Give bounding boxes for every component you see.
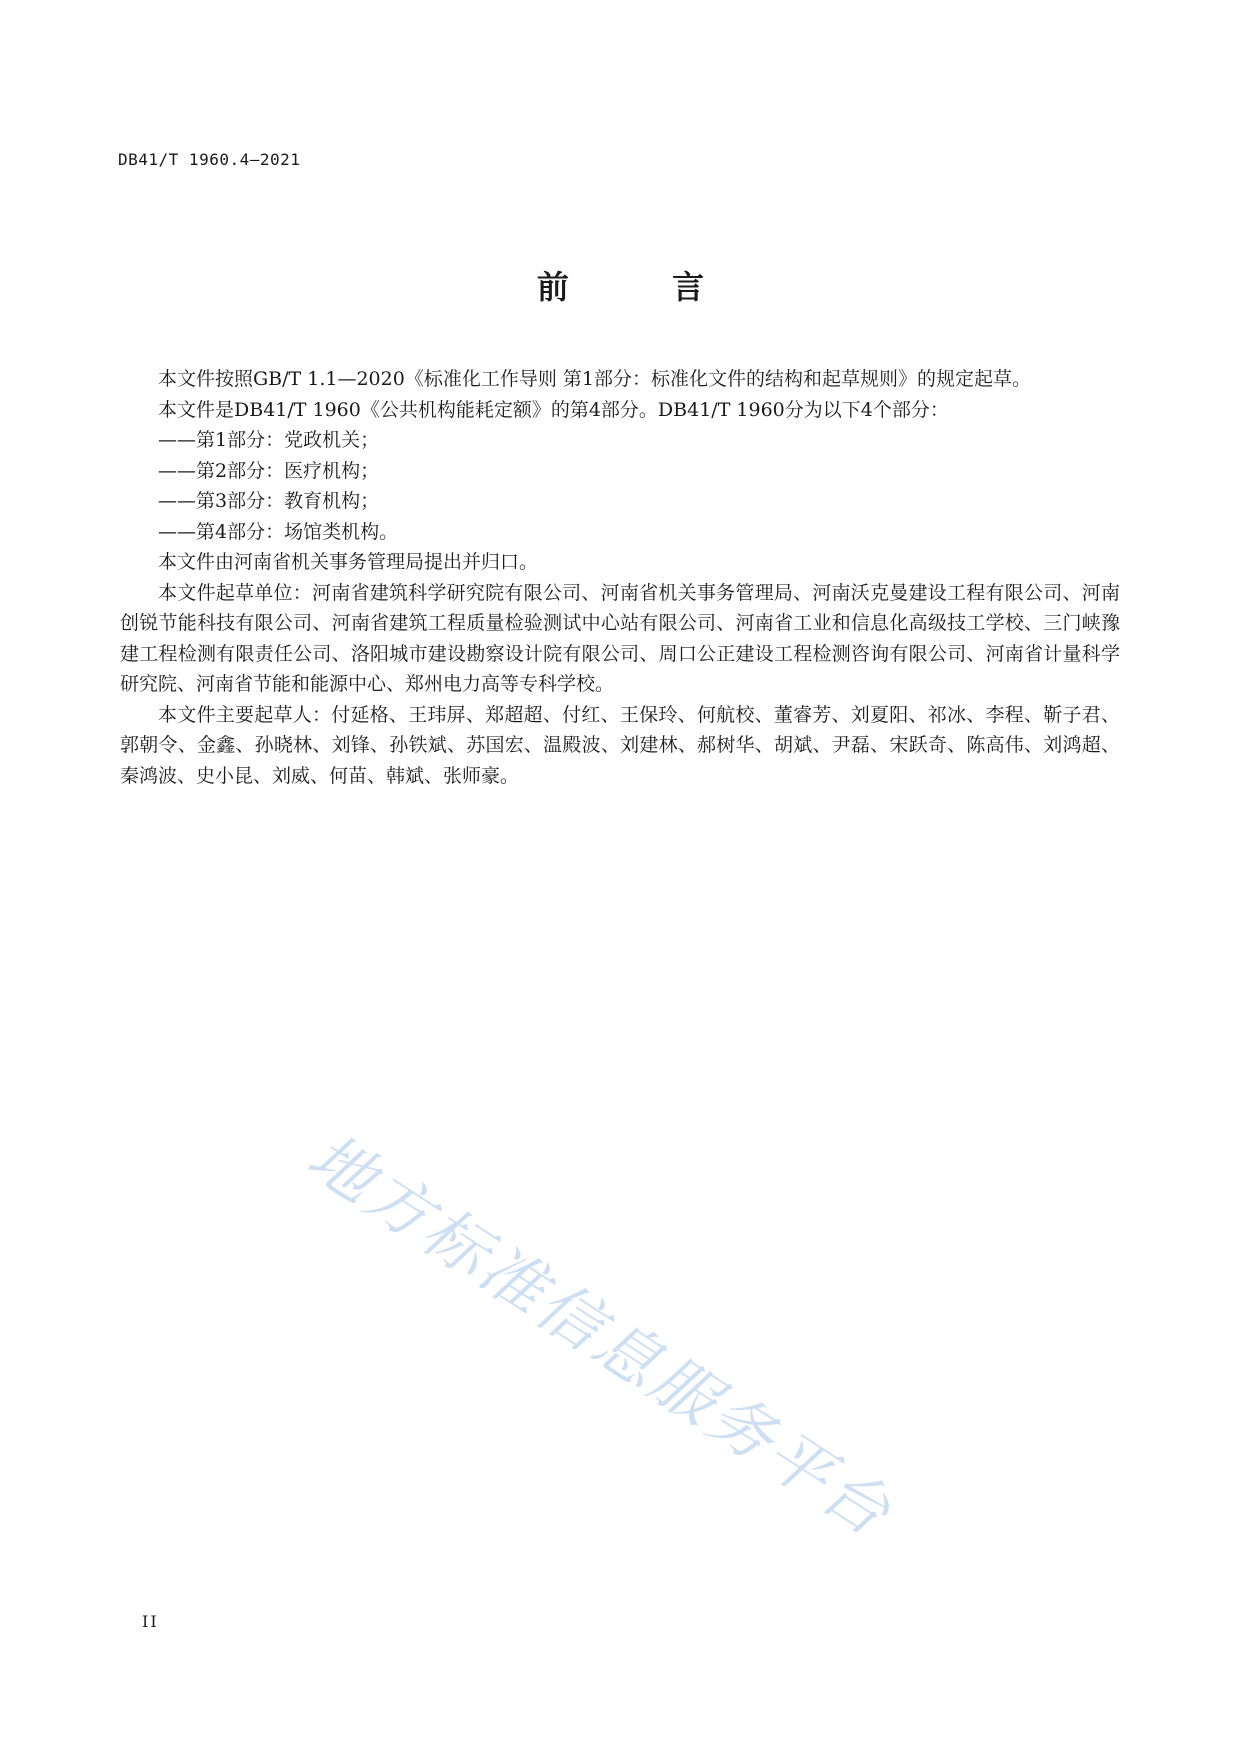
document-code: DB41/T 1960.4—2021 — [118, 150, 301, 169]
foreword-body — [120, 364, 1120, 791]
paragraph-drafting-basis: 本文件按照GB/T 1.1—2020《标准化工作导则 第1部分：标准化文件的结构和起草规则》的规定起草。 — [158, 368, 1031, 390]
page-number: II — [142, 1612, 159, 1631]
paragraph-drafters: 本文件主要起草人：付延格、王玮屏、郑超超、付红、王保玲、何航校、董睿芳、刘夏阳、祁冰、李程、靳子君、郭朝令、金鑫、孙晓林、刘锋、孙铁斌、苏国宏、温殿波、刘建林、郝树华、胡斌、尹磊、宋跃奇、陈高伟、刘鸿超、秦鸿波、史小昆、刘威、何苗、韩斌、张师豪。 — [120, 703, 1120, 787]
list-item-part-4: ——第4部分：场馆类机构。 — [158, 520, 399, 543]
paragraph-proposer: 本文件由河南省机关事务管理局提出并归口。 — [158, 551, 539, 573]
paragraph-part-structure: 本文件是DB41/T 1960《公共机构能耗定额》的第4部分。DB41/T 1960分为以下4个部分： — [158, 398, 949, 421]
list-item-part-2: ——第2部分：医疗机构； — [158, 459, 380, 482]
list-item-part-1: ——第1部分：党政机关； — [158, 429, 380, 451]
paragraph-drafting-units: 本文件起草单位：河南省建筑科学研究院有限公司、河南省机关事务管理局、河南沃克曼建设工程有限公司、河南创锐节能科技有限公司、河南省建筑工程质量检验测试中心站有限公司、河南省工业和信息化高级技工学校、三门峡豫建工程检测有限责任公司、洛阳城市建设勘察设计院有限公司、周口公正建设工程检测咨询有限公司、河南省计量科学研究院、河南省节能和能源中心、郑州电力高等专科学校。 — [120, 581, 1120, 695]
page-title: 前 言 — [536, 268, 751, 306]
list-item-part-3: ——第3部分：教育机构； — [158, 490, 380, 512]
watermark: 地方标准信息服务平台 — [294, 1120, 906, 1553]
